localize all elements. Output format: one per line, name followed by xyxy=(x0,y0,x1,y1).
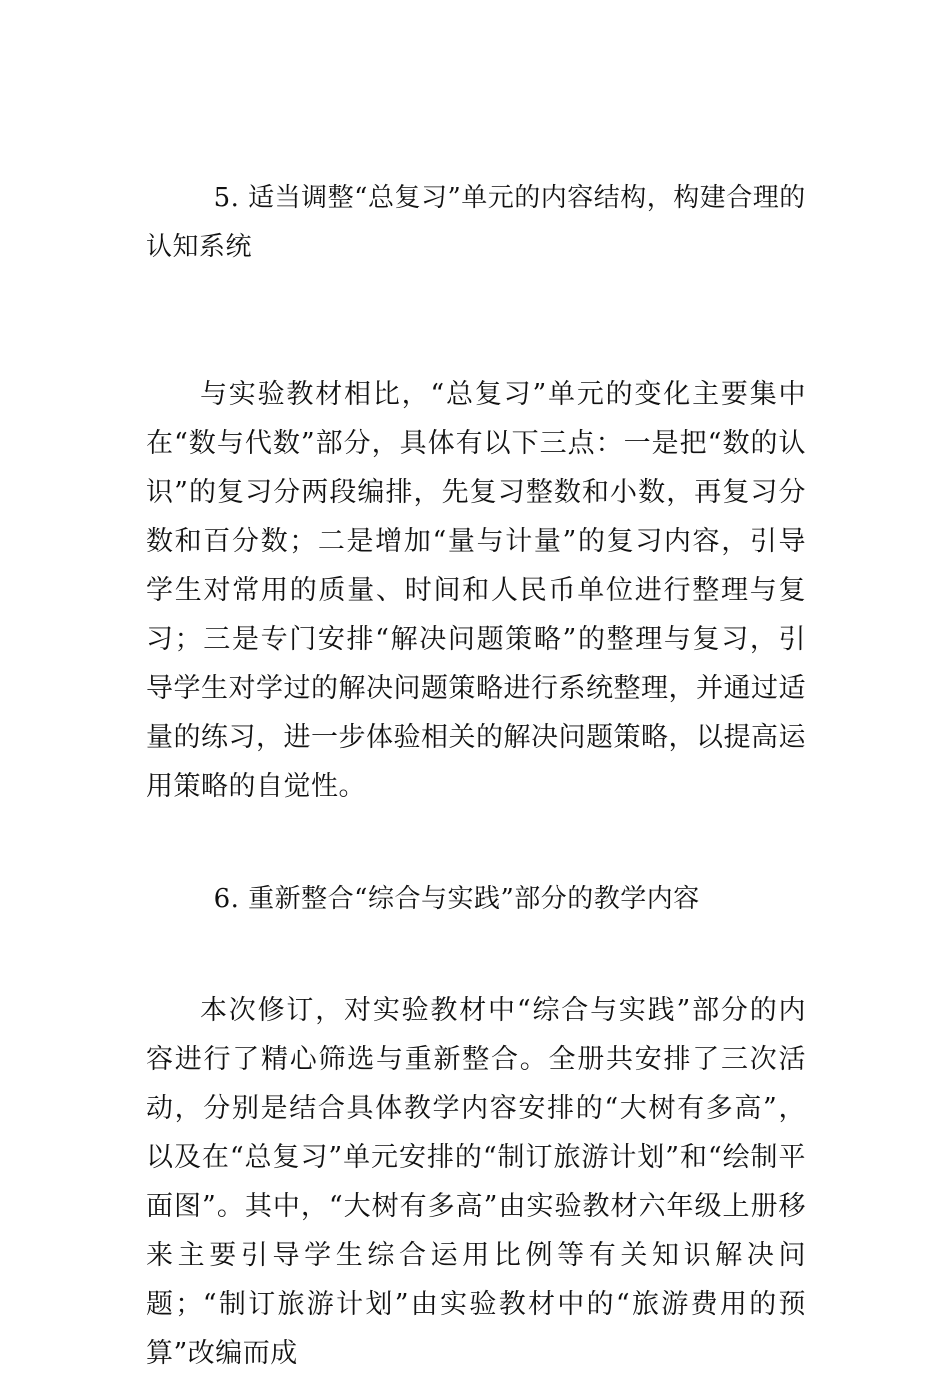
document-page xyxy=(146,174,806,1378)
section-6-heading: 6. 重新整合“综合与实践”部分的教学内容 xyxy=(213,884,700,914)
spacer xyxy=(146,272,806,370)
spacer xyxy=(146,811,806,875)
spacer xyxy=(146,924,806,986)
section-5-body: 与实验教材相比，“总复习”单元的变化主要集中在“数与代数”部分，具体有以下三点：一是把“数的认识”的复习分两段编排，先复习整数和小数，再复习分数和百分数；二是增加“量与计量”的复习内容，引导学生对常用的质量、时间和人民币单位进行整理与复习；三是专门安排“解决问题策略”的整理与复习，引导学生对学过的解决问题策略进行系统整理，并通过适量的练习，进一步体验相关的解决问题策略，以提高运用策略的自觉性。 xyxy=(146,379,806,802)
section-5-heading: 5. 适当调整“总复习”单元的内容结构，构建合理的认知系统 xyxy=(146,183,806,262)
section-6-body: 本次修订，对实验教材中“综合与实践”部分的内容进行了精心筛选与重新整合。全册共安排了三次活动，分别是结合具体教学内容安排的“大树有多高”，以及在“总复习”单元安排的“制订旅游计划”和“绘制平面图”。其中，“大树有多高”由实验教材六年级上册移来主要引导学生综合运用比例等有关知识解决问题；“制订旅游计划”由实验教材中的“旅游费用的预算”改编而成 xyxy=(146,995,806,1369)
